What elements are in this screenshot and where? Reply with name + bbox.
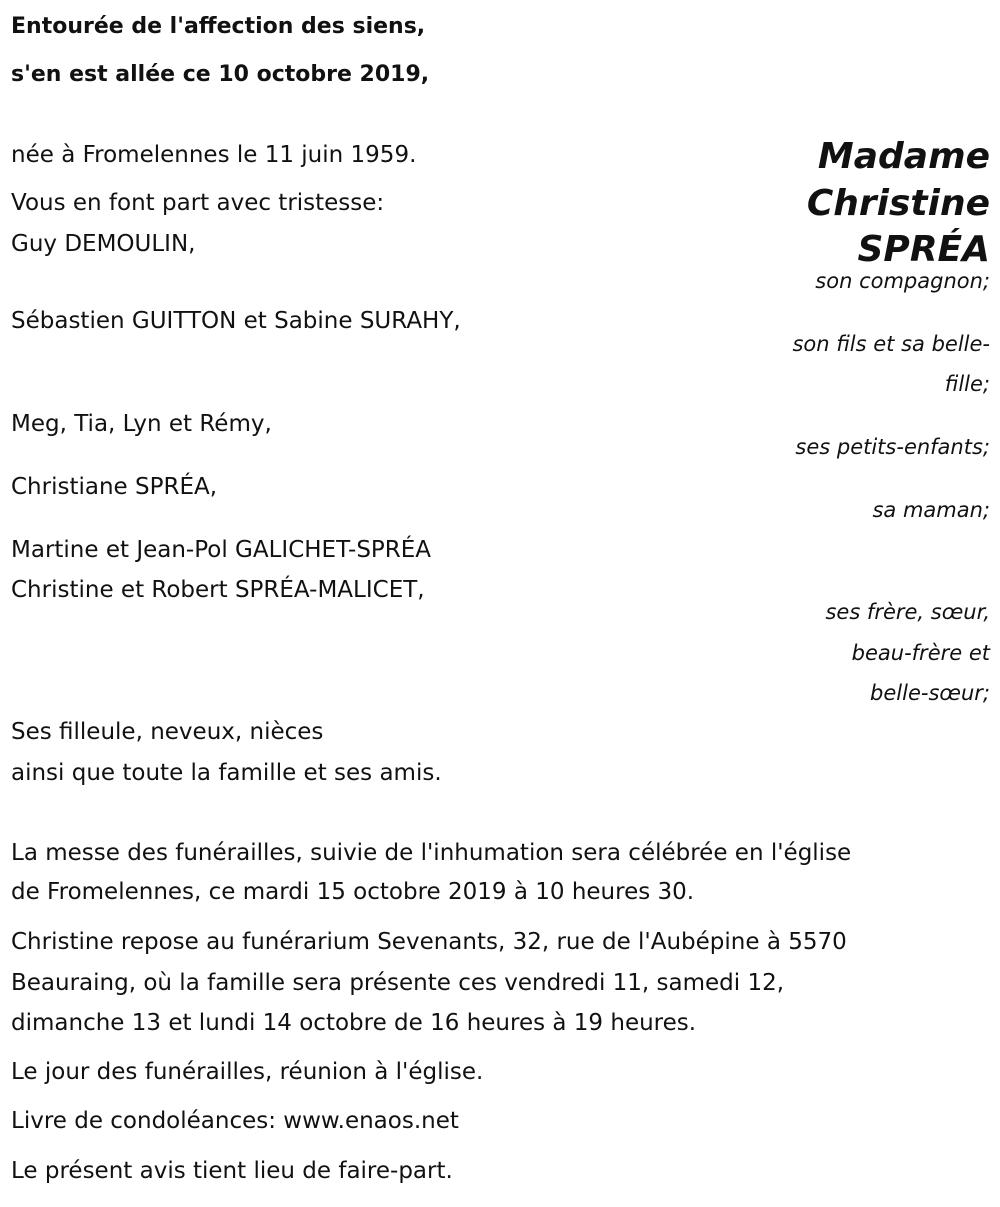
funeral-repose-line: Beauraing, où la famille sera présente ces vendredi 11, samedi 12,	[11, 970, 785, 996]
funeral-mass-line: La messe des funérailles, suivie de l'inhumation sera célébrée en l'église	[11, 840, 852, 866]
funeral-repose-line: Christine repose au funérarium Sevenants, 32, rue de l'Aubépine à 5570	[11, 929, 847, 955]
family-relation: ses frère, sœur,	[825, 600, 990, 624]
condolences-link-text: Livre de condoléances: www.enaos.net	[11, 1108, 459, 1134]
family-name: Ses filleule, neveux, nièces	[11, 719, 324, 745]
header-line-2: s'en est allée ce 10 octobre 2019,	[11, 62, 430, 87]
deceased-title: Madame	[817, 136, 990, 177]
family-name: Guy DEMOULIN,	[11, 231, 196, 257]
family-relation: son compagnon;	[815, 269, 990, 293]
funeral-meeting: Le jour des funérailles, réunion à l'église.	[11, 1059, 484, 1085]
family-name: Martine et Jean-Pol GALICHET-SPRÉA	[11, 537, 432, 563]
family-relation: son fils et sa belle-	[792, 332, 990, 356]
family-relation: beau-frère et	[851, 641, 990, 665]
birth-info: née à Fromelennes le 11 juin 1959.	[11, 142, 417, 168]
family-relation: sa maman;	[872, 498, 990, 522]
family-relation: belle-sœur;	[870, 681, 990, 705]
funeral-mass-line: de Fromelennes, ce mardi 15 octobre 2019 à 10 heures 30.	[11, 879, 695, 905]
family-name: ainsi que toute la famille et ses amis.	[11, 760, 442, 786]
funeral-repose-line: dimanche 13 et lundi 14 octobre de 16 heures à 19 heures.	[11, 1010, 697, 1036]
notice-statement: Le présent avis tient lieu de faire-part.	[11, 1158, 453, 1184]
header-line-1: Entourée de l'affection des siens,	[11, 14, 426, 39]
family-relation: ses petits-enfants;	[795, 435, 990, 459]
family-name: Christine et Robert SPRÉA-MALICET,	[11, 577, 425, 603]
announcement: Vous en font part avec tristesse:	[11, 190, 385, 216]
deceased-last-name: SPRÉA	[857, 229, 990, 270]
family-name: Christiane SPRÉA,	[11, 474, 218, 500]
deceased-first-name: Christine	[806, 183, 990, 224]
family-name: Meg, Tia, Lyn et Rémy,	[11, 411, 272, 437]
family-relation: fille;	[944, 372, 990, 396]
family-name: Sébastien GUITTON et Sabine SURAHY,	[11, 308, 461, 334]
